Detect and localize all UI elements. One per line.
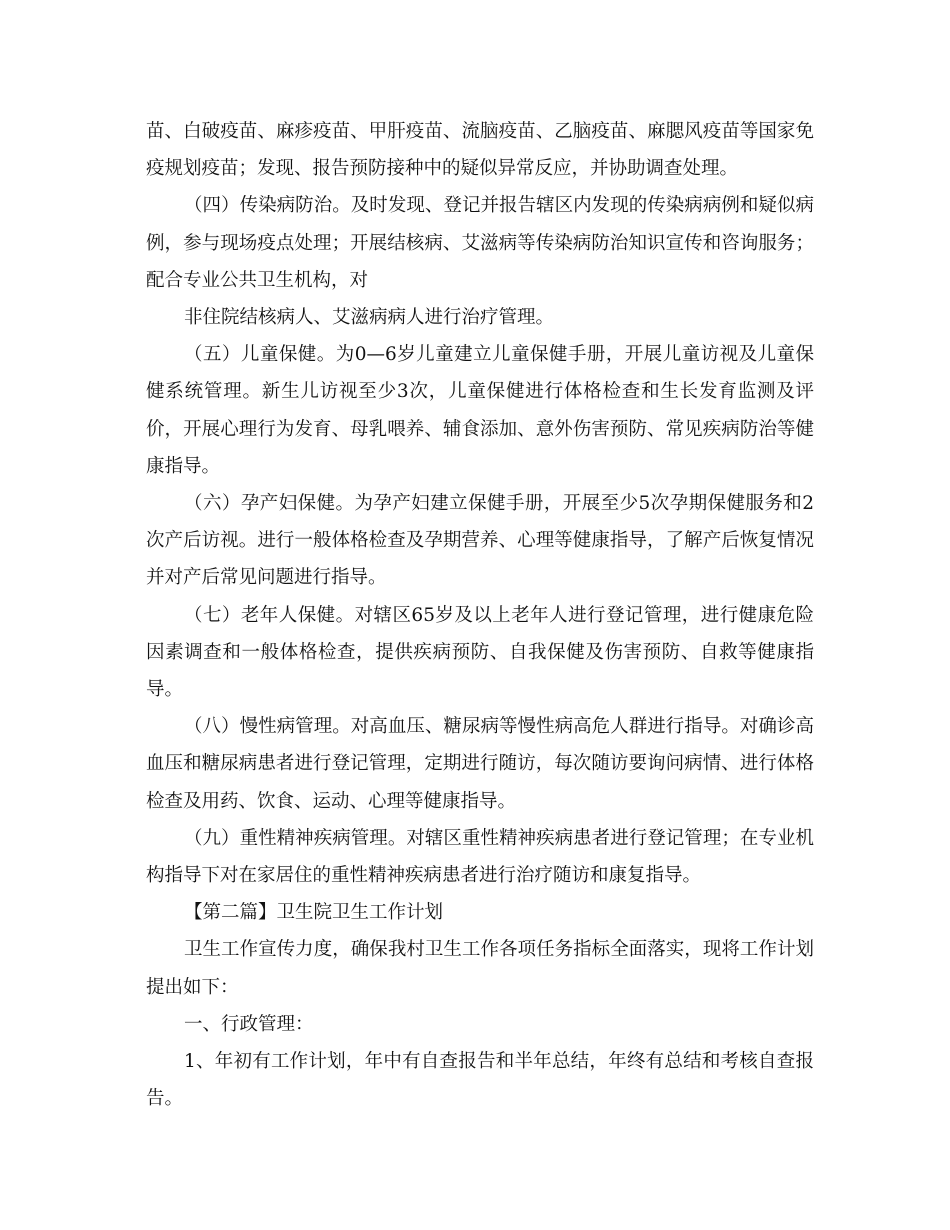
paragraph-annual-plan: 1、年初有工作计划，年中有自查报告和半年总结，年终有总结和考核自查报告。 bbox=[146, 1051, 814, 1110]
subheading-administration: 一、行政管理： bbox=[184, 1013, 314, 1035]
document-body bbox=[146, 113, 814, 1117]
paragraph-infectious-disease: （四）传染病防治。及时发现、登记并报告辖区内发现的传染病病例和疑似病例，参与现场疫点处理；开展结核病、艾滋病等传染病防治知识宣传和咨询服务；配合专业公共卫生机构，对 bbox=[146, 195, 814, 291]
paragraph-child-health: （五）儿童保健。为0—6岁儿童建立儿童保健手册，开展儿童访视及儿童保健系统管理。新生儿访视至少3次，儿童保健进行体格检查和生长发育监测及评价，开展心理行为发育、母乳喂养、辅食添加、意外伤害预防、常见疾病防治等健康指导。 bbox=[146, 344, 814, 477]
paragraph-elderly-health: （七）老年人保健。对辖区65岁及以上老年人进行登记管理，进行健康危险因素调查和一般体格检查，提供疾病预防、自我保健及伤害预防、自救等健康指导。 bbox=[146, 604, 814, 701]
paragraph-plan-intro: 卫生工作宣传力度，确保我村卫生工作各项任务指标全面落实，现将工作计划提出如下： bbox=[146, 939, 814, 998]
paragraph-maternal-health: （六）孕产妇保健。为孕产妇建立保健手册，开展至少5次孕期保健服务和2次产后访视。进行一般体格检查及孕期营养、心理等健康指导，了解产后恢复情况并对产后常见问题进行指导。 bbox=[146, 493, 814, 589]
paragraph-chronic-disease: （八）慢性病管理。对高血压、糖尿病等慢性病高危人群进行指导。对确诊高血压和糖尿病患者进行登记管理，定期进行随访，每次随访要询问病情、进行体格检查及用药、饮食、运动、心理等健康指导。 bbox=[146, 716, 814, 812]
section-heading-part-two: 【第二篇】卫生院卫生工作计划 bbox=[184, 902, 444, 924]
paragraph-mental-illness: （九）重性精神疾病管理。对辖区重性精神疾病患者进行登记管理；在专业机构指导下对在家居住的重性精神疾病患者进行治疗随访和康复指导。 bbox=[146, 827, 814, 887]
paragraph-tb-aids-treatment: 非住院结核病人、艾滋病病人进行治疗管理。 bbox=[184, 307, 555, 329]
paragraph-vaccines-continued: 苗、白破疫苗、麻疹疫苗、甲肝疫苗、流脑疫苗、乙脑疫苗、麻腮风疫苗等国家免疫规划疫苗；发现、报告预防接种中的疑似异常反应，并协助调查处理。 bbox=[146, 121, 814, 180]
